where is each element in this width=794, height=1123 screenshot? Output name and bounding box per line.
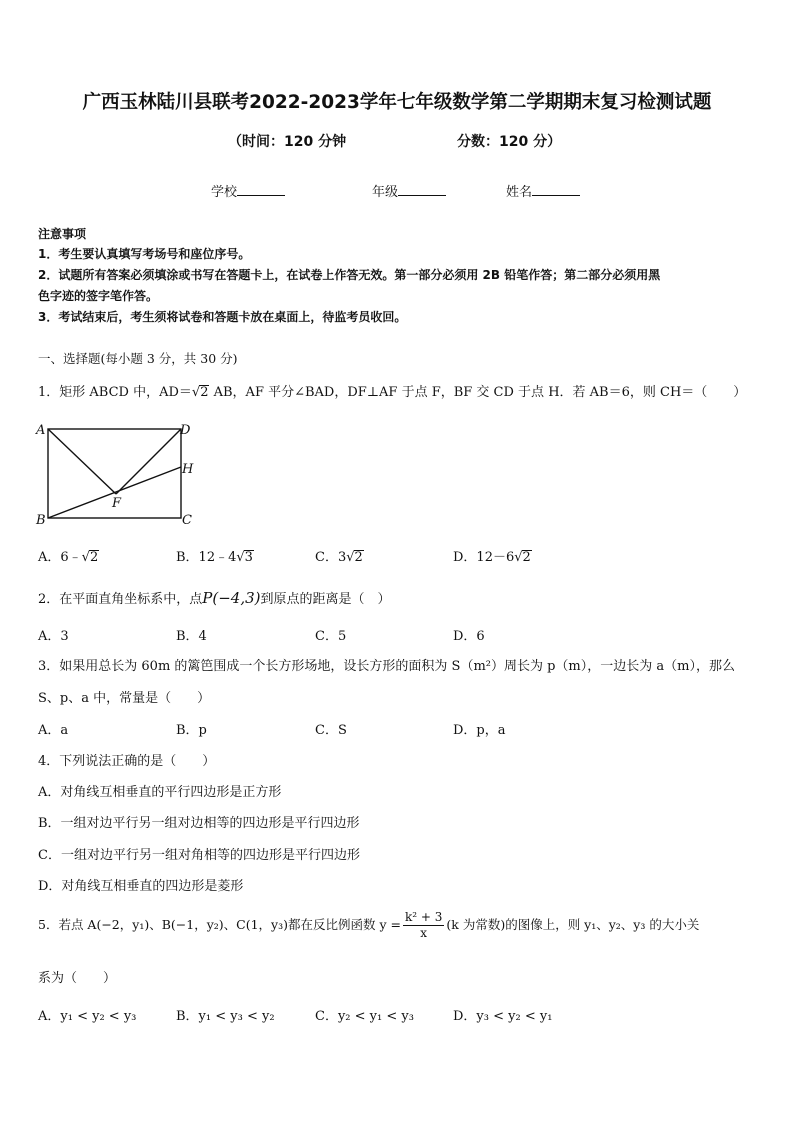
q4-option-c[interactable]: C．一组对边平行另一组对角相等的四边形是平行四边形: [38, 848, 360, 863]
school-label: 学校: [211, 185, 238, 200]
question-5-line2: 系为（ ）: [38, 971, 117, 986]
note-item: 1．考生要认真填写考场号和座位序号。: [38, 247, 251, 261]
question-3-line1: 3．如果用总长为 60m 的篱笆围成一个长方形场地，设长方形的面积为 S（m²）周长为 p（m），一边长为 a（m），那么: [38, 659, 735, 674]
q1-option-c[interactable]: C．3√2: [315, 550, 363, 565]
q3-option-b[interactable]: B．p: [176, 723, 207, 738]
fraction: $\frac{\text{k² + 3}}{x}$: [404, 910, 443, 940]
question-4-stem: 4．下列说法正确的是（ ）: [38, 754, 216, 769]
segment-af: [48, 429, 116, 494]
question-1-stem: 1．矩形 ABCD 中，AD＝√2 AB，AF 平分∠BAD，DF⊥AF 于点 F，BF 交 CD 于点 H．若 AB＝6，则 CH＝（ ）: [38, 385, 747, 400]
label-h: H: [182, 462, 194, 477]
note-item: 2．试题所有答案必须填涂或书写在答题卡上，在试卷上作答无效。第一部分必须用 2B 铅笔作答；第二部分必须用黑: [38, 268, 661, 282]
score-label: 分数：120 分）: [457, 134, 562, 150]
radicand: 2: [200, 385, 209, 400]
section-heading: 一、选择题(每小题 3 分，共 30 分): [38, 351, 238, 366]
name-label: 姓名: [506, 185, 533, 200]
label-c: C: [182, 513, 192, 528]
question-3-line2: S、p、a 中，常量是（ ）: [38, 691, 211, 706]
q2-option-b[interactable]: B．4: [176, 629, 207, 644]
q3-option-a[interactable]: A．a: [38, 723, 69, 738]
rectangle-figure: [34, 418, 204, 530]
q2-option-c[interactable]: C．5: [315, 629, 347, 644]
q2-option-d[interactable]: D．6: [453, 629, 485, 644]
name-blank[interactable]: [532, 183, 580, 196]
grade-blank[interactable]: [398, 183, 446, 196]
grade-field[interactable]: [372, 181, 446, 200]
label-d: D: [180, 423, 191, 438]
name-field[interactable]: [506, 181, 580, 200]
school-blank[interactable]: [237, 183, 285, 196]
q3-option-c[interactable]: C．S: [315, 723, 347, 738]
grade-label: 年级: [372, 185, 399, 200]
question-5-line1: 5．若点 A(−2，y₁)、B(−1，y₂)、C(1，y₃)都在反比例函数 y = $\frac{\text{k² + 3}}{x}$ (k 为常数)的图像上，则 y₁、y₂、y₃ 的大小关: [38, 910, 700, 940]
notes-heading: 注意事项: [38, 227, 87, 241]
time-label: （时间：120 分钟: [228, 134, 347, 150]
label-a: A: [36, 423, 46, 438]
note-item: 3．考试结束后，考生须将试卷和答题卡放在桌面上，待监考员收回。: [38, 310, 407, 324]
page-title: 广西玉林陆川县联考2022-2023学年七年级数学第二学期期末复习检测试题: [82, 92, 712, 113]
q1-option-a[interactable]: A．6﹣√2: [38, 550, 99, 565]
school-field[interactable]: [211, 181, 285, 200]
q4-option-a[interactable]: A．对角线互相垂直的平行四边形是正方形: [38, 785, 282, 800]
q5-option-b[interactable]: B．y₁ < y₃ < y₂: [176, 1009, 275, 1024]
q3-option-d[interactable]: D．p，a: [453, 723, 506, 738]
label-b: B: [36, 513, 46, 528]
q5-option-a[interactable]: A．y₁ < y₂ < y₃: [38, 1009, 137, 1024]
q5-option-c[interactable]: C．y₂ < y₁ < y₃: [315, 1009, 414, 1024]
note-item: 色字迹的签字笔作答。: [38, 289, 159, 303]
q1-option-d[interactable]: D．12－6√2: [453, 550, 531, 565]
q2-option-a[interactable]: A．3: [38, 629, 69, 644]
q1-option-b[interactable]: B．12﹣4√3: [176, 550, 253, 565]
q4-option-d[interactable]: D．对角线互相垂直的四边形是菱形: [38, 879, 244, 894]
segment-df: [116, 429, 181, 494]
label-f: F: [112, 496, 122, 511]
q4-option-b[interactable]: B．一组对边平行另一组对边相等的四边形是平行四边形: [38, 816, 360, 831]
question-2-stem: 2．在平面直角坐标系中，点P(−4,3)到原点的距离是（ ）: [38, 589, 391, 607]
q5-option-d[interactable]: D．y₃ < y₂ < y₁: [453, 1009, 553, 1024]
